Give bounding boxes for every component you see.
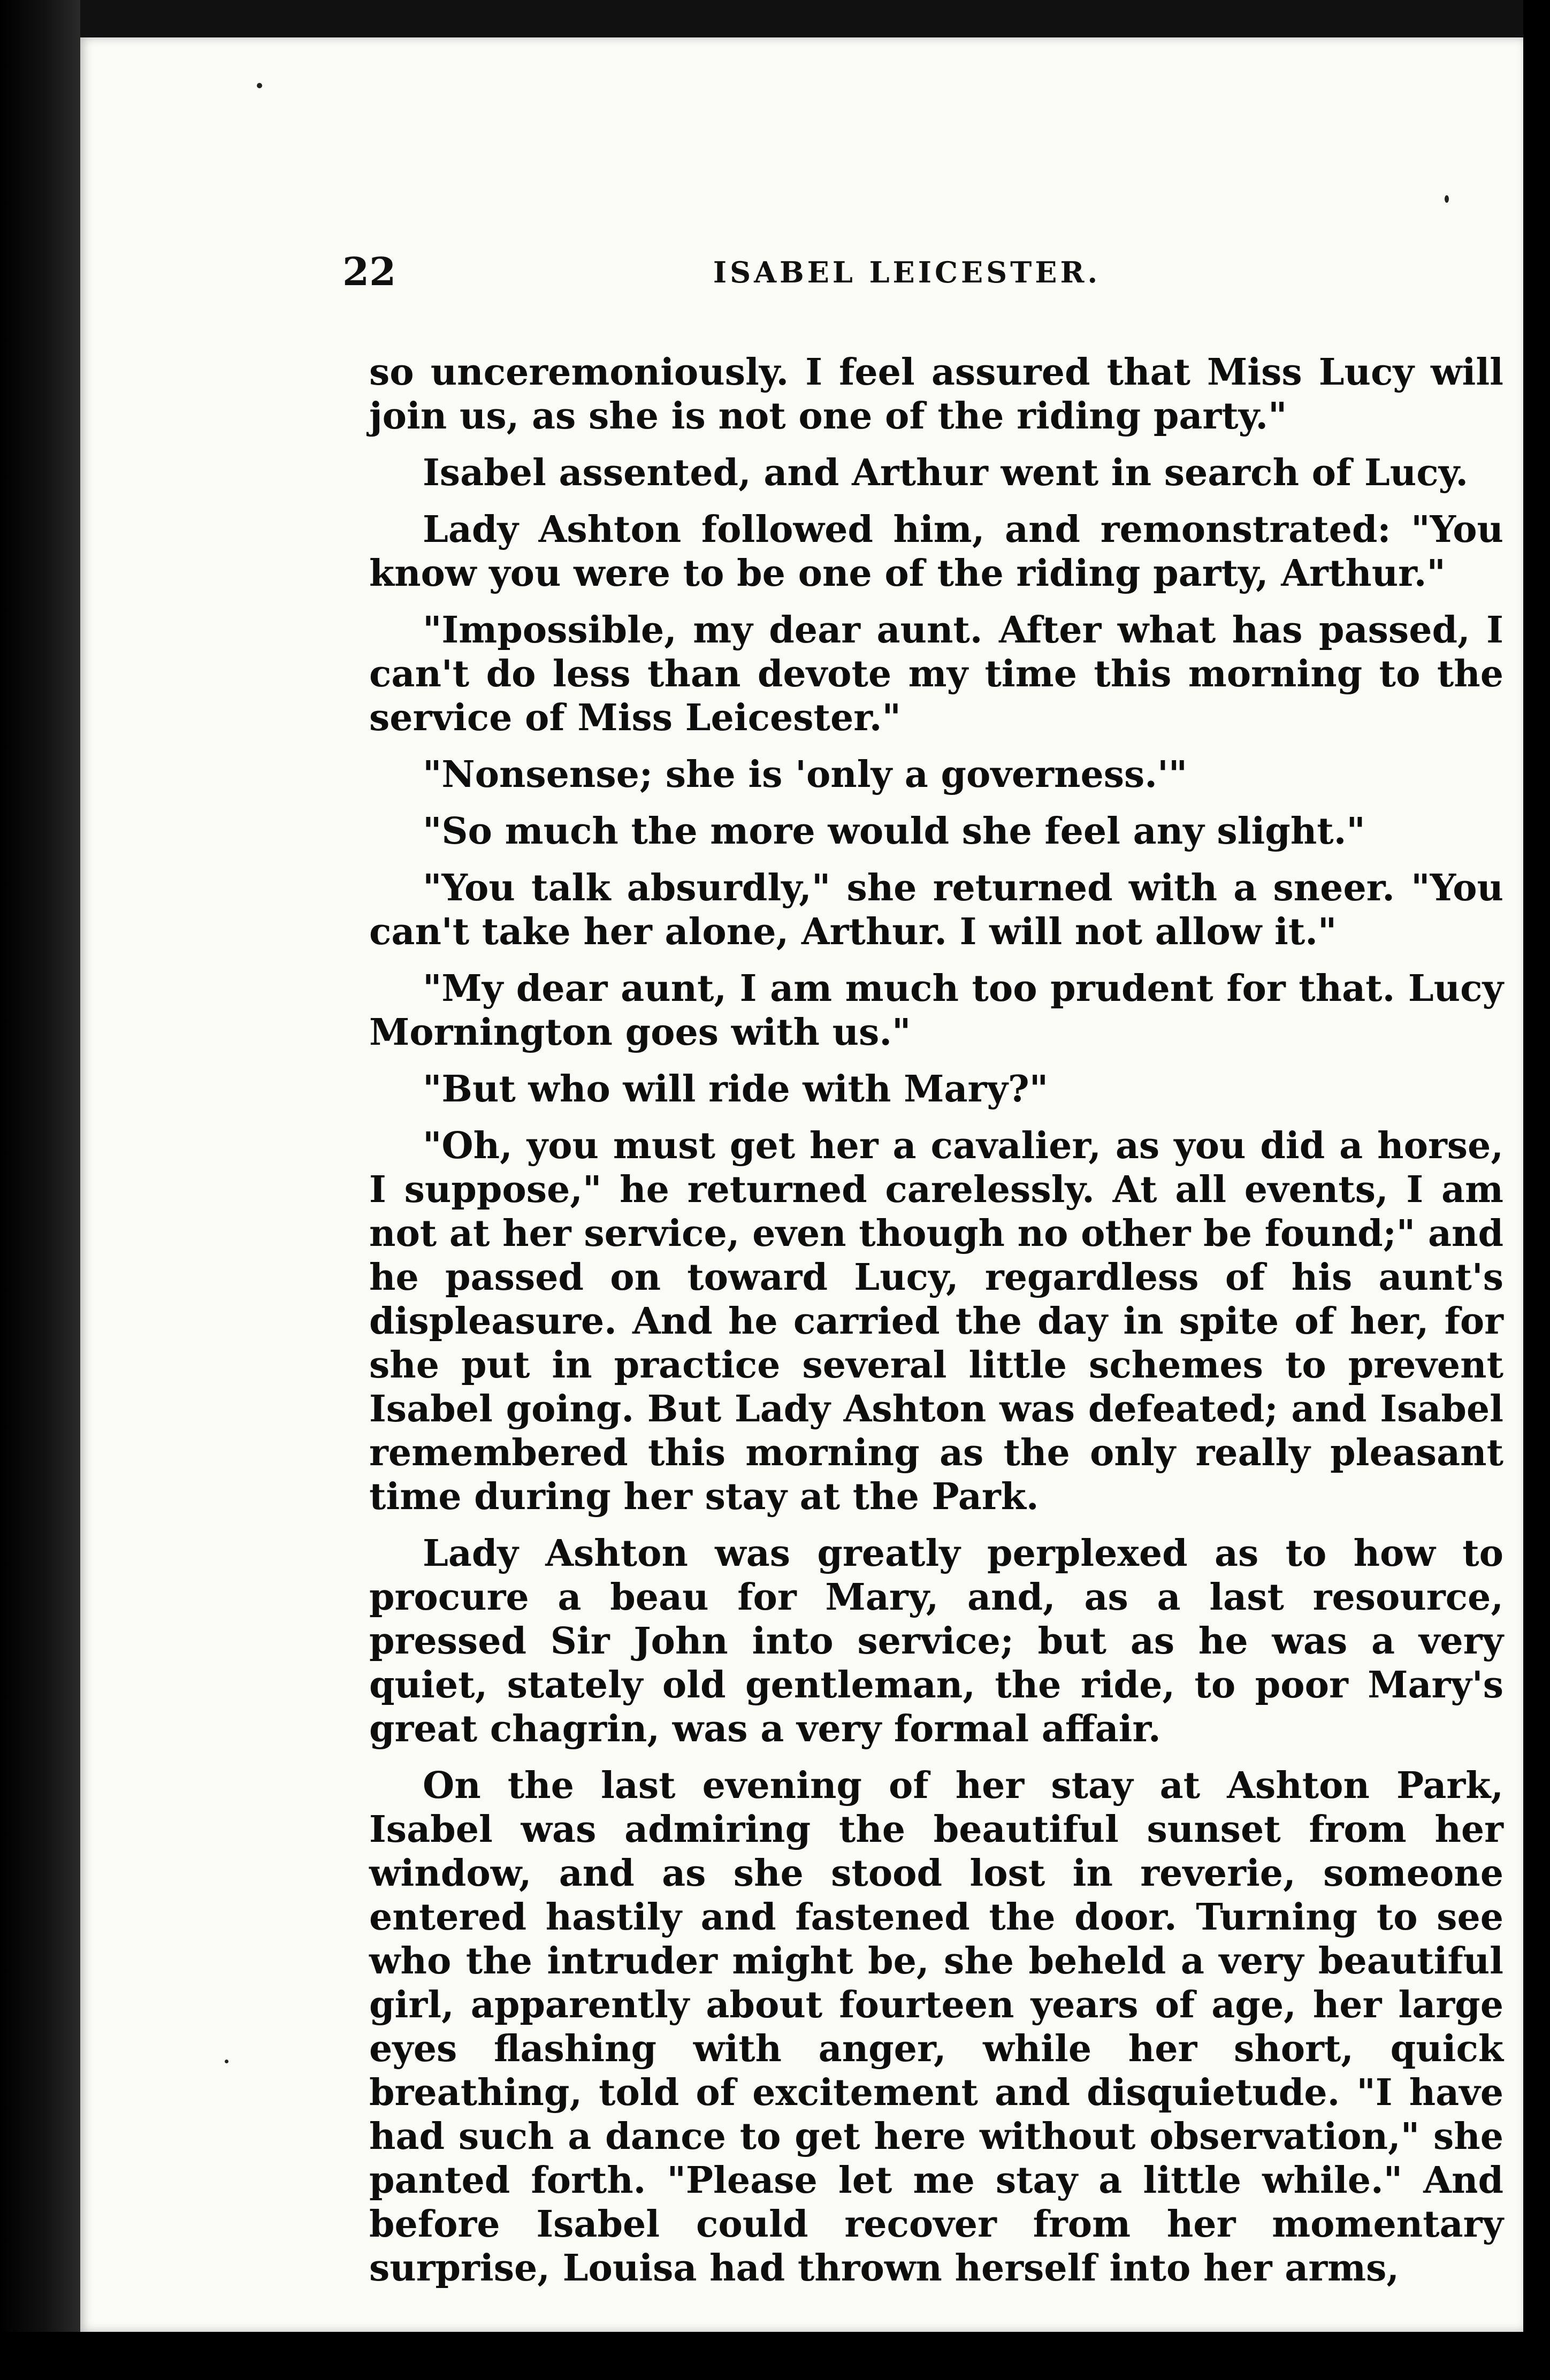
book-page bbox=[80, 37, 1523, 2332]
scan-speck bbox=[1445, 195, 1449, 203]
paragraph: Isabel assented, and Arthur went in search of Lucy. bbox=[423, 451, 1469, 494]
body-text bbox=[369, 350, 1503, 2303]
paragraph: "Oh, you must get her a cavalier, as you did a horse, I suppose," he returned carelessly. At all events, I am not at her service, even though no other be found;" and he passed on toward Lucy, regardless of his aunt's displeasure. And he carried the day in spite of her, for she put in practice several little schemes to prevent Isabel going. But Lady Ashton was defeated; and Isabel remembered this morning as the only really pleasant time during her stay at the Park. bbox=[369, 1124, 1503, 1518]
paragraph: On the last evening of her stay at Ashton Park, Isabel was admiring the beautiful sunset from her window, and as she stood lost in reverie, someone entered hastily and fastened the door. Turning to see who the intruder might be, she beheld a very beautiful girl, apparently about fourteen years of age, her large eyes flashing with anger, while her short, quick breathing, told of excitement and disquietude. "I have had such a dance to get here without observation," she panted forth. "Please let me stay a little while." And before Isabel could recover from her momentary surprise, Louisa had thrown herself into her arms, bbox=[369, 1764, 1503, 2290]
scan-speck bbox=[225, 2060, 228, 2063]
paragraph: "You talk absurdly," she returned with a sneer. "You can't take her alone, Arthur. I will not allow it." bbox=[369, 867, 1503, 953]
paragraph: "But who will ride with Mary?" bbox=[423, 1068, 1049, 1111]
paragraph: so unceremoniously. I feel assured that Miss Lucy will join us, as she is not one of the riding party." bbox=[369, 351, 1503, 438]
paragraph: Lady Ashton was greatly perplexed as to how to procure a beau for Mary, and, as a last resource, pressed Sir John into service; but as he was a very quiet, stately old gentleman, the ride, to poor Mary's great chagrin, was a very formal affair. bbox=[369, 1532, 1503, 1750]
page-header bbox=[342, 249, 1471, 313]
paragraph: "So much the more would she feel any slight." bbox=[423, 810, 1365, 853]
scan-speck bbox=[257, 83, 262, 88]
paragraph: Lady Ashton followed him, and remonstrated: "You know you were to be one of the riding party, Arthur." bbox=[369, 508, 1503, 595]
scan-bottom-edge bbox=[0, 2332, 1550, 2380]
scan-left-edge bbox=[0, 0, 80, 2380]
paragraph: "Nonsense; she is 'only a governess.'" bbox=[423, 753, 1188, 796]
page-number: 22 bbox=[342, 249, 396, 294]
paragraph: "Impossible, my dear aunt. After what has passed, I can't do less than devote my time this morning to the service of Miss Leicester." bbox=[369, 609, 1503, 739]
running-head: ISABEL LEICESTER. bbox=[713, 255, 1101, 289]
paragraph: "My dear aunt, I am much too prudent for that. Lucy Mornington goes with us." bbox=[369, 967, 1503, 1054]
scan-right-edge bbox=[1523, 0, 1550, 2380]
